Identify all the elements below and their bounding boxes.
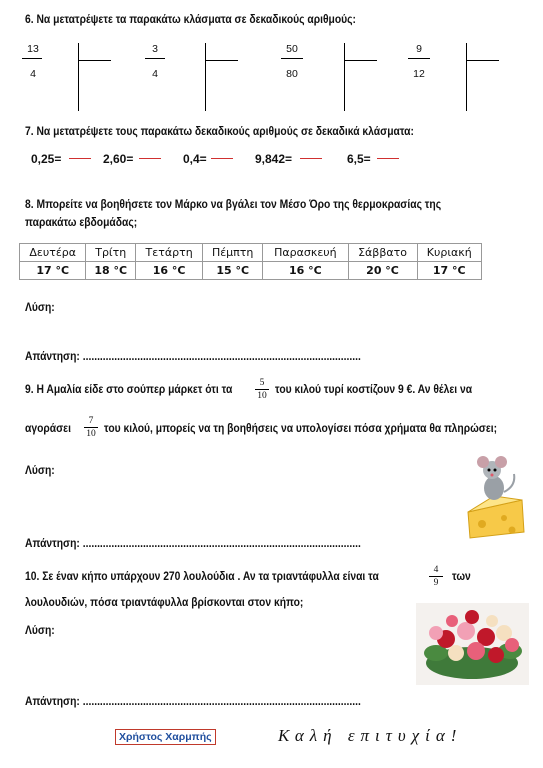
temperature-cell: 16 °C <box>263 262 348 280</box>
fraction <box>84 416 98 439</box>
fraction-numerator: 9 <box>416 43 422 55</box>
mouse-cheese-illustration <box>464 452 526 540</box>
temperature-table <box>19 243 482 280</box>
fraction <box>255 378 269 401</box>
fraction-bar <box>429 576 443 577</box>
q10-text: των <box>452 569 471 583</box>
good-luck-message: Καλή επιτυχία! <box>278 726 463 745</box>
temperature-cell: 20 °C <box>348 262 417 280</box>
q9-text: του κιλού τυρί κοστίζουν 9 €. Αν θέλει να <box>275 382 473 396</box>
day-header: Πέμπτη <box>203 244 263 262</box>
answer-blank[interactable] <box>300 158 322 159</box>
q10-answer-line[interactable]: Απάντηση: ................................................................................................. <box>25 694 361 708</box>
answer-blank[interactable] <box>69 158 91 159</box>
decimal-item: 2,60= <box>103 152 134 166</box>
fraction-bar <box>22 58 42 59</box>
fraction-denominator: 12 <box>413 68 425 80</box>
q8-title: 8. Μπορείτε να βοηθήσετε τον Μάρκο να βγάλει τον Μέσο Όρο της θερμοκρασίας της <box>25 197 442 211</box>
fraction-denominator: 9 <box>433 578 439 588</box>
temperature-cell: 18 °C <box>86 262 136 280</box>
q10-text: λουλουδιών, πόσα τριαντάφυλλα βρίσκονται στον κήπο; <box>25 595 304 609</box>
author-signature: Χρήστος Χαρμπής <box>115 729 216 745</box>
division-horizontal-line <box>344 60 377 61</box>
division-horizontal-line <box>466 60 499 61</box>
q8-solution-label: Λύση: <box>25 300 55 314</box>
fraction-numerator: 7 <box>88 416 94 426</box>
division-vertical-line <box>78 43 79 111</box>
answer-blank[interactable] <box>139 158 161 159</box>
table-row <box>20 262 482 280</box>
fraction-numerator: 5 <box>259 378 265 388</box>
fraction <box>429 565 443 588</box>
temperature-cell: 17 °C <box>20 262 86 280</box>
answer-blank[interactable] <box>211 158 233 159</box>
fraction-bar <box>84 427 98 428</box>
day-header: Παρασκευή <box>263 244 348 262</box>
day-header: Κυριακή <box>417 244 481 262</box>
temperature-cell: 15 °C <box>203 262 263 280</box>
fraction-numerator: 3 <box>152 43 158 55</box>
fraction-denominator: 10 <box>257 391 267 401</box>
roses-bouquet-illustration <box>416 603 529 685</box>
fraction-bar <box>255 389 269 390</box>
q8-answer-line[interactable]: Απάντηση: ................................................................................................. <box>25 349 361 363</box>
decimal-item: 0,4= <box>183 152 207 166</box>
division-horizontal-line <box>78 60 111 61</box>
day-header: Σάββατο <box>348 244 417 262</box>
day-header: Δευτέρα <box>20 244 86 262</box>
fraction-numerator: 13 <box>27 43 39 55</box>
day-header: Τρίτη <box>86 244 136 262</box>
decimal-item: 9,842= <box>255 152 293 166</box>
division-vertical-line <box>344 43 345 111</box>
decimal-item: 0,25= <box>31 152 62 166</box>
day-header: Τετάρτη <box>136 244 203 262</box>
division-vertical-line <box>466 43 467 111</box>
fraction-denominator: 4 <box>30 68 36 80</box>
q9-text: 9. Η Αμαλία είδε στο σούπερ μάρκετ ότι τα <box>25 382 233 396</box>
decimal-item: 6,5= <box>347 152 371 166</box>
q9-text: αγοράσει <box>25 421 71 435</box>
fraction-bar <box>145 58 165 59</box>
temperature-cell: 16 °C <box>136 262 203 280</box>
fraction-bar <box>281 58 303 59</box>
division-horizontal-line <box>205 60 238 61</box>
q9-text: του κιλού, μπορείς να τη βοηθήσεις να υπολογίσει πόσα χρήματα θα πληρώσει; <box>104 421 498 435</box>
fraction-denominator: 80 <box>286 68 298 80</box>
q10-solution-label: Λύση: <box>25 623 55 637</box>
fraction-denominator: 10 <box>86 429 96 439</box>
q7-title: 7. Να μετατρέψετε τους παρακάτω δεκαδικούς αριθμούς σε δεκαδικά κλάσματα: <box>25 124 414 138</box>
q10-text: 10. Σε έναν κήπο υπάρχουν 270 λουλούδια . Αν τα τριαντάφυλλα είναι τα <box>25 569 379 583</box>
temperature-cell: 17 °C <box>417 262 481 280</box>
fraction-numerator: 50 <box>286 43 298 55</box>
q9-solution-label: Λύση: <box>25 463 55 477</box>
fraction-numerator: 4 <box>433 565 439 575</box>
q6-title: 6. Να μετατρέψετε τα παρακάτω κλάσματα σε δεκαδικούς αριθμούς: <box>25 12 356 26</box>
q8-title-continued: παρακάτω εβδομάδας; <box>25 215 138 229</box>
answer-blank[interactable] <box>377 158 399 159</box>
fraction-bar <box>408 58 430 59</box>
division-vertical-line <box>205 43 206 111</box>
q9-answer-line[interactable]: Απάντηση: ................................................................................................. <box>25 536 361 550</box>
fraction-denominator: 4 <box>152 68 158 80</box>
table-row <box>20 244 482 262</box>
